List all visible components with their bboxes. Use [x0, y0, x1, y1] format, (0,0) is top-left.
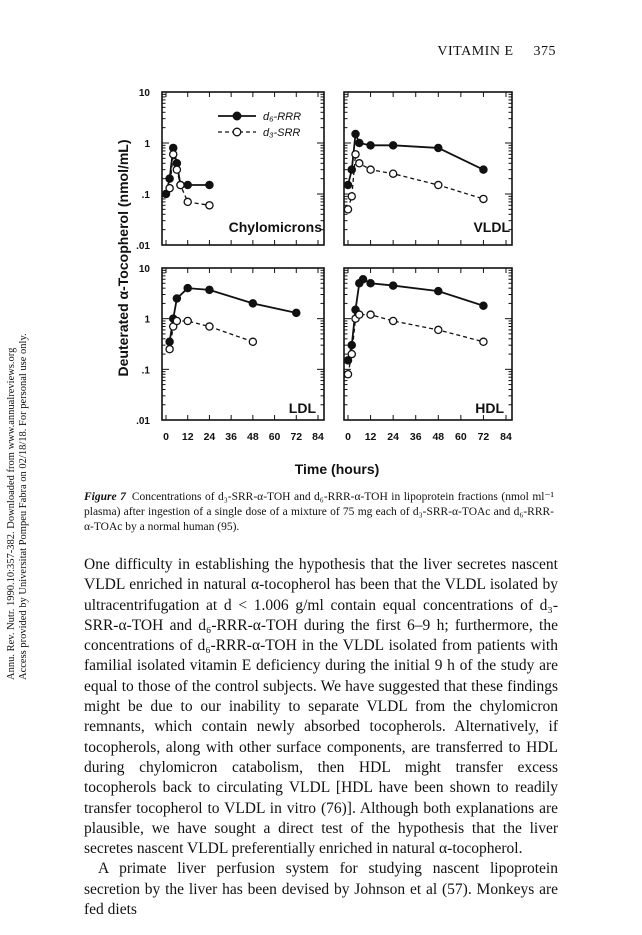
paragraph: A primate liver perfusion system for studying nascent lipoprotein secretion by the liver has been devised by Johnson et al (57). Monkeys are fed diets	[84, 860, 558, 919]
x-tick-label: 0	[163, 431, 169, 443]
series-line-d6-rrr	[348, 134, 483, 185]
data-point-d6-rrr	[249, 300, 256, 307]
panel-title: VLDL	[473, 219, 510, 235]
x-tick-label: 12	[181, 431, 194, 443]
data-point-d6-rrr	[367, 142, 374, 149]
data-point-d6-rrr	[184, 181, 191, 188]
y-tick-label: .1	[141, 190, 150, 201]
data-point-d6-rrr	[293, 309, 300, 316]
x-tick-label: 60	[455, 431, 467, 443]
data-point-d3-srr	[249, 338, 256, 345]
legend-marker	[233, 128, 241, 136]
x-tick-label: 24	[387, 431, 399, 443]
running-title: VITAMIN E	[437, 44, 514, 59]
panel-title: HDL	[475, 400, 504, 416]
data-point-d6-rrr	[390, 142, 397, 149]
data-point-d6-rrr	[435, 144, 442, 151]
download-notice-line2: Access provided by Universitat Pompeu Fabra on 02/18/18. For personal use only.	[18, 333, 29, 680]
x-tick-label: 12	[364, 431, 377, 443]
data-point-d3-srr	[166, 346, 173, 353]
data-point-d3-srr	[348, 193, 355, 200]
data-point-d3-srr	[390, 317, 397, 324]
x-axis-title: Time (hours)	[294, 461, 380, 477]
data-point-d3-srr	[390, 170, 397, 177]
data-point-d3-srr	[356, 311, 363, 318]
panel-title: LDL	[288, 400, 316, 416]
data-point-d3-srr	[356, 160, 363, 167]
data-point-d6-rrr	[359, 276, 366, 283]
x-tick-label: 72	[477, 431, 490, 443]
page-number: 375	[533, 44, 556, 59]
data-point-d3-srr	[166, 185, 173, 192]
data-point-d6-rrr	[206, 286, 213, 293]
data-point-d3-srr	[480, 338, 487, 345]
download-notice-line1: Annu. Rev. Nutr. 1990.10:357-382. Downloaded from www.annualreviews.org	[6, 347, 17, 680]
series-line-d3-srr	[348, 154, 483, 209]
caption-text: Concentrations of d₃-SRR-α-TOH and d₆-RRR-α-TOH in lipoprotein fractions (nmol ml⁻¹ plasma) after ingestion of a single dose of a mixture of 75 mg each of d₃-SRR-α-TOAc and d₆-RRR-α-TOAc by a normal human (95).	[84, 491, 554, 533]
data-point-d3-srr	[173, 317, 180, 324]
x-tick-label: 84	[500, 431, 512, 443]
y-tick-label: .1	[141, 365, 150, 377]
x-tick-label: 84	[312, 431, 324, 443]
series-line-d3-srr	[170, 154, 210, 205]
legend-marker	[233, 112, 241, 120]
data-point-d3-srr	[170, 151, 177, 158]
x-tick-label: 0	[345, 431, 351, 443]
data-point-d6-rrr	[184, 285, 191, 292]
x-tick-label: 36	[225, 431, 237, 443]
x-tick-label: 24	[203, 431, 216, 443]
y-tick-label: .01	[136, 416, 150, 427]
legend-label: d₆-RRR	[263, 111, 302, 123]
body-text	[84, 555, 558, 920]
series-line-d6-rrr	[170, 288, 297, 342]
data-point-d6-rrr	[480, 166, 487, 173]
data-point-d3-srr	[344, 206, 351, 213]
data-point-d3-srr	[184, 198, 191, 205]
data-point-d3-srr	[435, 326, 442, 333]
data-point-d6-rrr	[367, 280, 374, 287]
data-point-d3-srr	[348, 350, 355, 357]
legend-label: d₃-SRR	[263, 127, 301, 139]
data-point-d6-rrr	[480, 302, 487, 309]
data-point-d3-srr	[367, 166, 374, 173]
y-tick-label: 10	[138, 264, 150, 275]
panel-title: Chylomicrons	[228, 219, 322, 235]
data-point-d3-srr	[206, 323, 213, 330]
x-tick-label: 36	[409, 431, 422, 443]
data-point-d6-rrr	[435, 288, 442, 295]
figure-caption	[84, 490, 554, 535]
data-point-d3-srr	[173, 166, 180, 173]
data-point-d6-rrr	[166, 175, 173, 182]
data-point-d3-srr	[206, 202, 213, 209]
series-line-d6-rrr	[348, 279, 483, 360]
data-point-d6-rrr	[356, 139, 363, 146]
data-point-d6-rrr	[348, 342, 355, 349]
panel-hdl	[344, 268, 512, 420]
y-tick-label: .01	[136, 241, 150, 252]
data-point-d3-srr	[480, 195, 487, 202]
y-tick-label: 1	[144, 139, 150, 150]
data-point-d3-srr	[367, 311, 374, 318]
data-point-d6-rrr	[344, 181, 351, 188]
paragraph: One difficulty in establishing the hypothesis that the liver secretes nascent VLDL enriched in natural α-tocopherol has been that the VLDL isolated by ultracentrifugation at d < 1.006 g/ml contain equal concentrations of d₃-SRR-α-TOH and d₆-RRR-α-TOH during the first 6–9 h; furthermore, the concentrations of d₆-RRR-α-TOH in the VLDL isolated from patients with familial isolated vitamin E deficiency during the initial 9 h of the study are equal to those of the control subjects. We have suggested that these findings might be due to our inability to separate VLDL from the chylomicron remnants, which contain newly absorbed tocopherols. Alternatively, if tocopherols, along with other surface components, are transferred to HDL during chylomicron catabolism, then HDL might transfer excess tocopherols back to circulating VLDL [HDL have been shown to readily transfer tocopherol to VLDL in vitro (76)]. Although both explanations are plausible, we have sought a direct test of the hypothesis that the liver secretes nascent VLDL preferentially enriched in natural α-tocopherol.	[84, 556, 558, 858]
data-point-d3-srr	[352, 151, 359, 158]
figure-label: Figure 7	[84, 491, 126, 503]
x-tick-label: 48	[432, 431, 445, 443]
data-point-d6-rrr	[206, 181, 213, 188]
y-tick-label: 1	[144, 314, 150, 326]
series-line-d3-srr	[348, 315, 483, 375]
data-point-d3-srr	[184, 317, 191, 324]
data-point-d6-rrr	[173, 295, 180, 302]
data-point-d3-srr	[344, 371, 351, 378]
y-axis-title: Deuterated α-Tocopherol (nmol/mL)	[115, 139, 131, 377]
x-tick-label: 72	[290, 431, 303, 443]
x-tick-label: 48	[247, 431, 259, 443]
data-point-d3-srr	[177, 181, 184, 188]
data-point-d6-rrr	[166, 338, 173, 345]
data-point-d6-rrr	[390, 282, 397, 289]
data-point-d6-rrr	[352, 130, 359, 137]
y-tick-label: 10	[138, 88, 150, 99]
panel-ldl	[162, 268, 324, 420]
x-tick-label: 60	[268, 431, 281, 443]
data-point-d3-srr	[435, 181, 442, 188]
